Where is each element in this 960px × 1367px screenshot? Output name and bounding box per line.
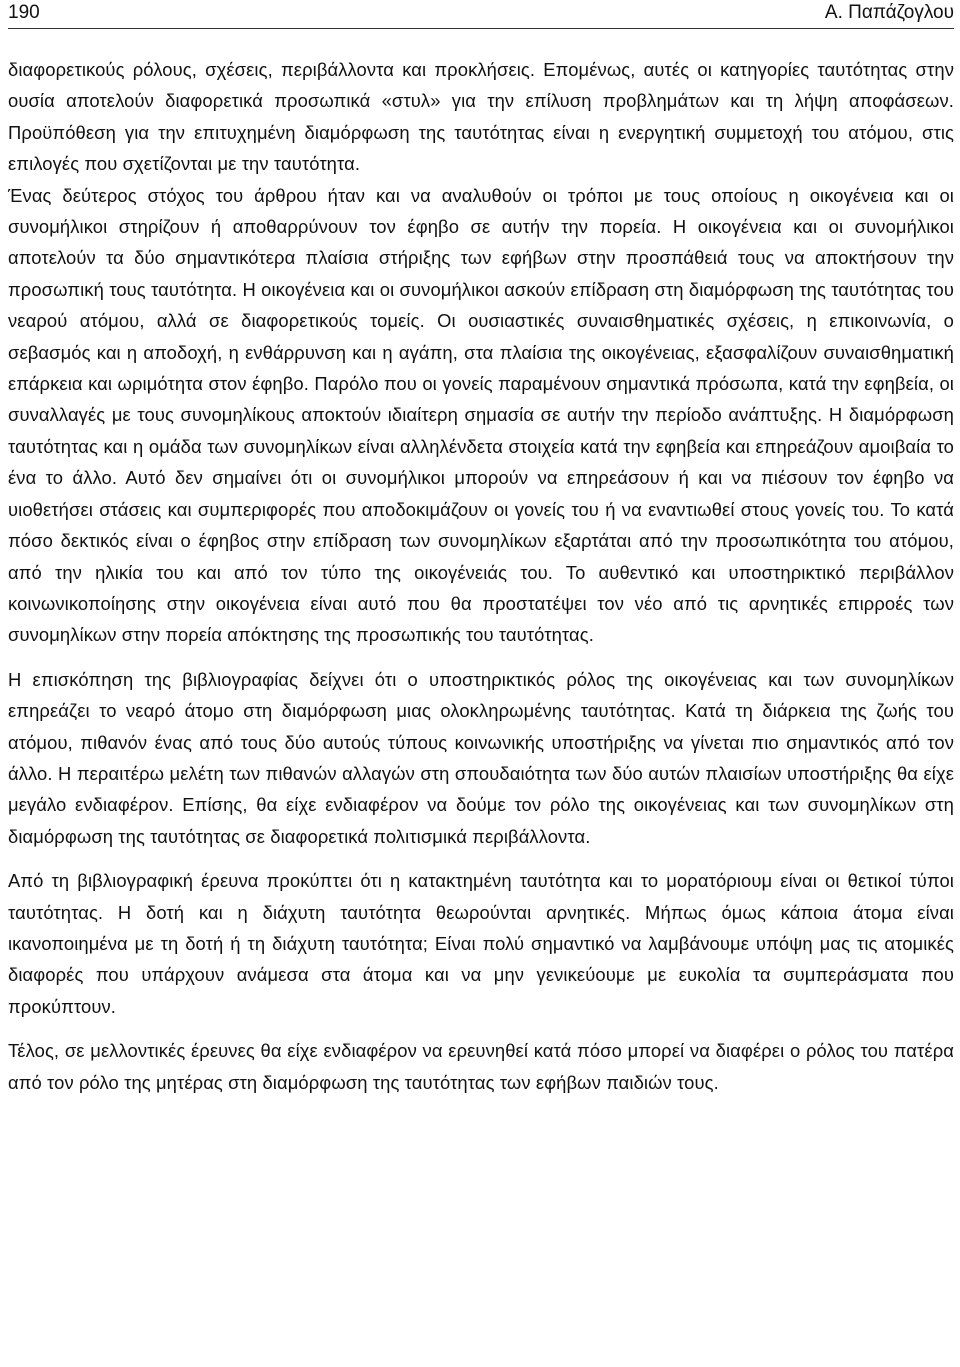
running-header xyxy=(8,0,954,29)
paragraph-continuation: διαφορετικούς ρόλους, σχέσεις, περιβάλλοντα και προκλήσεις. Επομένως, αυτές οι κατηγορίες ταυτότητας στην ουσία αποτελούν διαφορετικά προσωπικά «στυλ» για την επίλυση προβλημάτων και τη λήψη αποφάσεων. Προϋπόθεση για την επιτυχημένη διαμόρφωση της ταυτότητας είναι η ενεργητική συμμετοχή του ατόμου, στις επιλογές που σχετίζονται με την ταυτότητα. xyxy=(8,59,954,175)
document-page xyxy=(8,0,954,1367)
paragraph-literature-review: Η επισκόπηση της βιβλιογραφίας δείχνει ότι ο υποστηρικτικός ρόλος της οικογένειας και των συνομηλίκων επηρεάζει το νεαρό άτομο στη διαμόρφωση μιας ολοκληρωμένης ταυτότητας. Κατά τη διάρκεια της ζωής του ατόμου, πιθανόν ένας από τους δύο αυτούς τύπους κοινωνικής υποστήριξης να γίνεται πιο σημαντικός από τον άλλο. Η περαιτέρω μελέτη των πιθανών αλλαγών στη σπουδαιότητα των δύο αυτών πλαισίων υποστήριξης θα είχε μεγάλο ενδιαφέρον. Επίσης, θα είχε ενδιαφέρον να δούμε τον ρόλο της οικογένειας και των συνομηλίκων στη διαμόρφωση της ταυτότητας σε διαφορετικά πολιτισμικά περιβάλλοντα. xyxy=(8,668,954,847)
running-header-author: Α. Παπάζογλου xyxy=(824,2,954,23)
paragraph-future-research: Τέλος, σε μελλοντικές έρευνες θα είχε ενδιαφέρον να ερευνηθεί κατά πόσο μπορεί να διαφέρει ο ρόλος του πατέρα από τον ρόλο της μητέρας στη διαμόρφωση της ταυτότητας των εφήβων παιδιών τους. xyxy=(8,1040,954,1093)
paragraph-identity-types: Από τη βιβλιογραφική έρευνα προκύπτει ότι η κατακτημένη ταυτότητα και το μορατόριουμ είναι οι θετικοί τύποι ταυτότητας. Η δοτή και η διάχυτη ταυτότητα θεωρούνται αρνητικές. Μήπως όμως κάποια άτομα είναι ικανοποιημένα με τη δοτή ή τη διάχυτη ταυτότητα; Είναι πολύ σημαντικό να λαμβάνουμε υπόψη μας τις ατομικές διαφορές που υπάρχουν ανάμεσα στα άτομα και να μην γενικεύουμε με ευκολία τα συμπεράσματα που προκύπτουν. xyxy=(8,870,954,1017)
body-text xyxy=(8,54,954,1098)
page-number: 190 xyxy=(8,2,40,23)
paragraph-family-and-peers: Ένας δεύτερος στόχος του άρθρου ήταν και να αναλυθούν οι τρόποι με τους οποίους η οικογένεια και οι συνομήλικοι στηρίζουν ή αποθαρρύνουν τον έφηβο σε αυτήν την πορεία. Η οικογένεια και οι συνομήλικοι αποτελούν τα δύο σημαντικότερα πλαίσια στήριξης των εφήβων στην προσπάθειά τους να αποκτήσουν την προσωπική τους ταυτότητα. Η οικογένεια και οι συνομήλικοι ασκούν επίδραση στη διαμόρφωση της ταυτότητας του νεαρού ατόμου, αλλά σε διαφορετικούς τομείς. Οι ουσιαστικές συναισθηματικές σχέσεις, η επικοινωνία, ο σεβασμός και η αποδοχή, η ενθάρρυνση και η αγάπη, στα πλαίσια της οικογένειας, εξασφαλίζουν συναισθηματική επάρκεια και ωριμότητα στον έφηβο. Παρόλο που οι γονείς παραμένουν σημαντικά πρόσωπα, κατά την εφηβεία, οι συναλλαγές με τους συνομηλίκους αποκτούν ιδιαίτερη σημασία σε αυτήν την περίοδο ανάπτυξης. Η διαμόρφωση ταυτότητας και η ομάδα των συνομηλίκων είναι αλληλένδετα στοιχεία κατά την εφηβεία και επηρεάζουν αμοιβαία το ένα το άλλο. Αυτό δεν σημαίνει ότι οι συνομήλικοι μπορούν να επηρεάσουν ή και να πιέσουν τον έφηβο να υιοθετήσει στάσεις και συμπεριφορές που αποδοκιμάζουν οι γονείς του ή να εναντιωθεί στους γονείς του. Το κατά πόσο δεκτικός είναι ο έφηβος στην επίδραση των συνομηλίκων εξαρτάται από την προσωπικότητα του ατόμου, από την ηλικία του και από τον τύπο της οικογένειάς του. Το αυθεντικό και υποστηρικτικό περιβάλλον κοινωνικοποίησης στην οικογένεια είναι αυτό που θα προστατέψει τον νέο από τις αρνητικές επιρροές των συνομηλίκων στην πορεία απόκτησης της προσωπικής του ταυτότητας. xyxy=(8,184,954,646)
